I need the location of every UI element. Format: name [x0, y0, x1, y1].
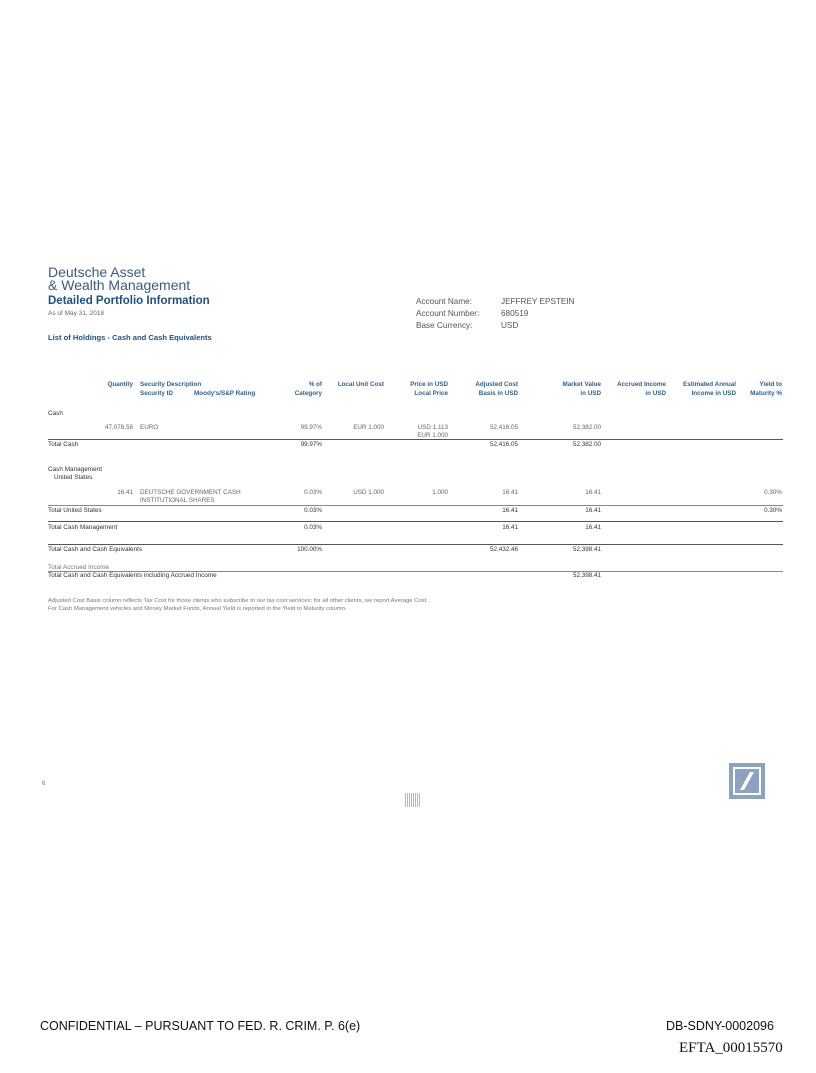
- bates-number: DB-SDNY-0002096: [666, 1019, 774, 1033]
- header-market-value-usd: in USD: [580, 390, 601, 397]
- as-of-date: As of May 31, 2018: [48, 310, 105, 317]
- header-quantity: Quantity: [107, 381, 133, 388]
- cell-description-line1: DEUTSCHE GOVERNMENT CASH: [140, 489, 241, 496]
- cell-price-usd: USD 1.113: [417, 424, 448, 431]
- divider: [48, 505, 783, 506]
- header-price-usd: Price in USD: [410, 381, 448, 388]
- header-estimated-annual: Estimated Annual: [683, 381, 736, 388]
- header-adjusted-cost: Adjusted Cost: [475, 381, 518, 388]
- brand-name-line2: & Wealth Management: [48, 277, 191, 293]
- total-cash-market-value: 52,382.00: [572, 441, 601, 448]
- cell-local-price: EUR 1.000: [417, 432, 448, 439]
- brand-name-line1: Deutsche Asset: [48, 264, 146, 280]
- cell-market-value: 52,382.00: [572, 424, 601, 431]
- header-accrued-income-usd: in USD: [645, 390, 666, 397]
- header-yield-to: Yield to: [759, 381, 782, 388]
- divider: [48, 439, 783, 440]
- base-currency-value: USD: [501, 321, 519, 330]
- grand-total-market-value: 52,398.41: [572, 546, 601, 553]
- header-accrued-income: Accrued Income: [617, 381, 666, 388]
- divider: [48, 544, 783, 545]
- account-number-value: 680519: [501, 309, 529, 318]
- total-incl-accrued-label: Total Cash and Cash Equivalents including Accrued Income: [48, 572, 217, 579]
- header-category: Category: [294, 390, 322, 397]
- header-security-description: Security Description: [140, 381, 202, 388]
- total-us-market-value: 16.41: [585, 507, 601, 514]
- total-cash-management-label: Total Cash Management: [48, 524, 118, 531]
- total-cash-pct: 99.97%: [300, 441, 322, 448]
- account-name-value: JEFFREY EPSTEIN: [501, 297, 575, 306]
- header-pct-of: % of: [308, 381, 322, 388]
- section-title: List of Holdings - Cash and Cash Equivalents: [48, 333, 212, 342]
- cell-quantity: 16.41: [117, 489, 133, 496]
- total-cash-label: Total Cash: [48, 441, 79, 448]
- grand-total-label: Total Cash and Cash Equivalents: [48, 546, 143, 553]
- cell-adjusted-cost: 16.41: [502, 489, 518, 496]
- cash-section-label: Cash: [48, 410, 63, 417]
- total-accrued-income-label: Total Accrued Income: [48, 564, 110, 571]
- base-currency-label: Base Currency:: [416, 321, 473, 330]
- total-cm-pct: 0.03%: [304, 524, 322, 531]
- header-basis-usd: Basis in USD: [478, 390, 518, 397]
- total-cm-adjusted-cost: 16.41: [502, 524, 518, 531]
- cell-adjusted-cost: 52,416.05: [489, 424, 518, 431]
- grand-total-adjusted-cost: 52,432.46: [489, 546, 518, 553]
- total-cm-market-value: 16.41: [585, 524, 601, 531]
- cell-pct-category: 0.03%: [304, 489, 322, 496]
- grand-total-pct: 100.00%: [297, 546, 322, 553]
- page-number: 6: [42, 781, 46, 787]
- header-rating: Moody's/S&P Rating: [194, 390, 256, 397]
- total-us-adjusted-cost: 16.41: [502, 507, 518, 514]
- cell-pct-category: 99.97%: [300, 424, 322, 431]
- header-local-unit-cost: Local Unit Cost: [337, 381, 384, 388]
- cell-description-line2: INSTITUTIONAL SHARES: [140, 497, 215, 504]
- total-us-yield: 0.30%: [764, 507, 782, 514]
- footnote-line1: Adjusted Cost Basis column reflects Tax Cost for those clients who subscribe to our tax cost services; for all other clients, we report Average Cost.: [48, 598, 428, 604]
- cell-local-unit-cost: USD 1.000: [353, 489, 384, 496]
- cash-management-label: Cash Management: [48, 466, 102, 473]
- total-cash-adjusted-cost: 52,416.05: [489, 441, 518, 448]
- divider: [48, 521, 783, 522]
- header-maturity-pct: Maturity %: [750, 390, 782, 397]
- account-number-label: Account Number:: [416, 309, 480, 318]
- cell-local-unit-cost: EUR 1.000: [353, 424, 384, 431]
- document-title: Detailed Portfolio Information: [48, 295, 210, 307]
- total-incl-accrued-market-value: 52,398.41: [572, 572, 601, 579]
- cell-quantity: 47,078.58: [104, 424, 133, 431]
- header-local-price: Local Price: [414, 390, 448, 397]
- deutsche-bank-logo-icon: [729, 763, 765, 799]
- total-united-states-label: Total United States: [48, 507, 102, 514]
- header-security-id: Security ID: [140, 390, 173, 397]
- header-income-usd: Income in USD: [691, 390, 736, 397]
- footnote-line2: For Cash Management vehicles and Money Market Funds, Annual Yield is reported in the Yield to Maturity column.: [48, 606, 347, 612]
- efta-number: EFTA_00015570: [679, 1040, 783, 1056]
- confidential-notice: CONFIDENTIAL – PURSUANT TO FED. R. CRIM. P. 6(e): [40, 1019, 361, 1033]
- account-name-label: Account Name:: [416, 297, 472, 306]
- cell-description: EURO: [140, 424, 159, 431]
- cell-yield-to-maturity: 0.30%: [764, 489, 782, 496]
- cell-price: 1.000: [432, 489, 448, 496]
- barcode-icon: [405, 793, 420, 807]
- united-states-label: United States: [54, 474, 93, 481]
- cell-market-value: 16.41: [585, 489, 601, 496]
- header-market-value: Market Value: [562, 381, 601, 388]
- total-us-pct: 0.03%: [304, 507, 322, 514]
